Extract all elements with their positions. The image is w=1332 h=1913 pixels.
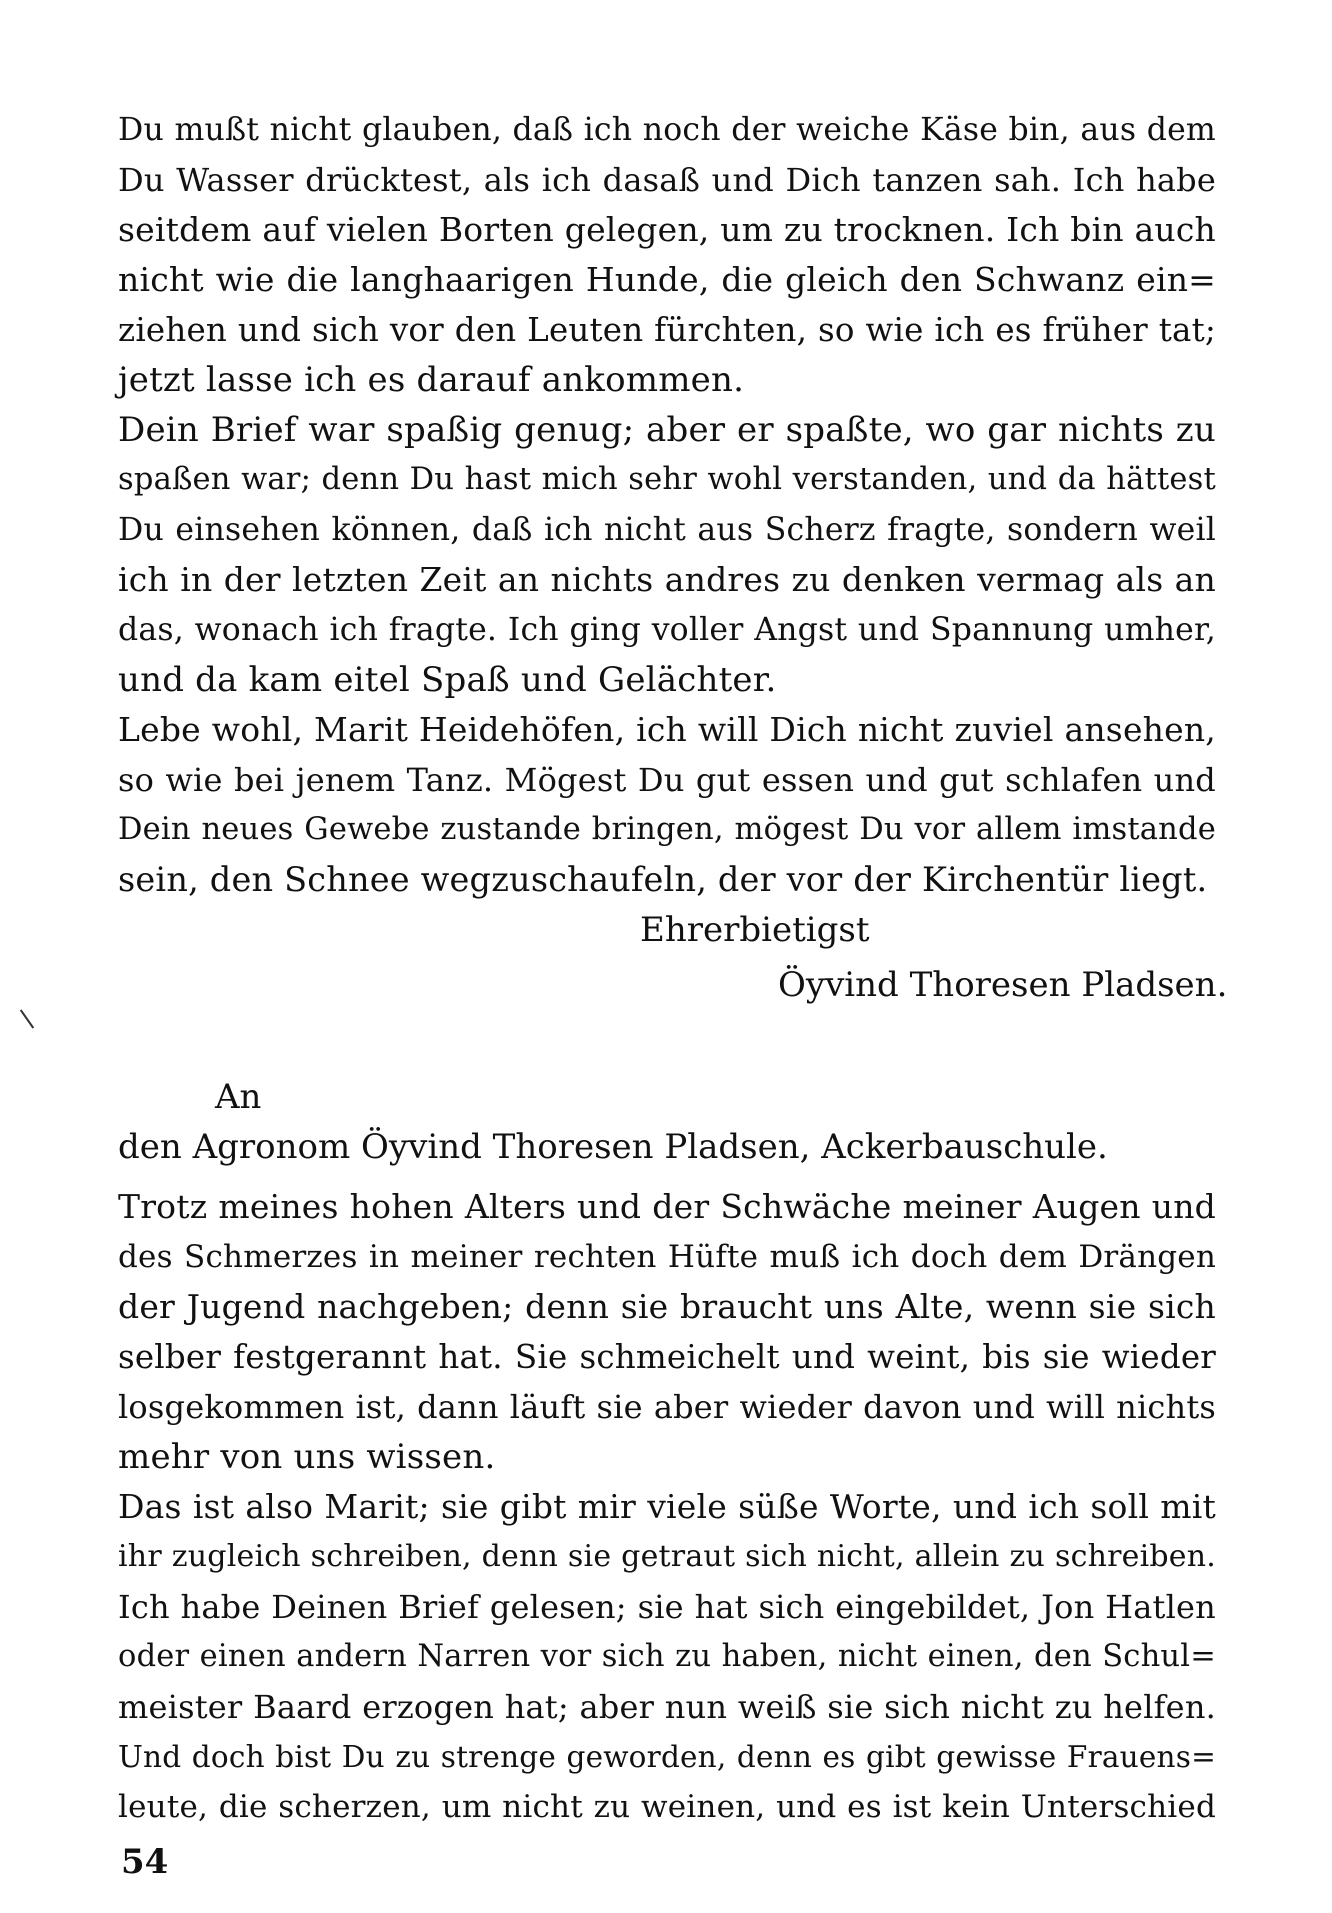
- text-line: der Jugend nachgeben; denn sie braucht uns Alte, wenn sie sich: [118, 1287, 1216, 1326]
- text-line: ihr zugleich schreiben, denn sie getraut sich nicht, allein zu schreiben.: [118, 1539, 1216, 1574]
- text-line: nicht wie die langhaarigen Hunde, die gleich den Schwanz ein=: [118, 260, 1216, 299]
- text-line: Dein neues Gewebe zustande bringen, mögest Du vor allem imstande: [118, 812, 1216, 847]
- letter-signature: Öyvind Thoresen Pladsen.: [778, 965, 1228, 1005]
- text-line: meister Baard erzogen hat; aber nun weiß sie sich nicht zu helfen.: [118, 1688, 1216, 1726]
- text-line: Du Wasser drücktest, als ich dasaß und Dich tanzen sah. Ich habe: [118, 161, 1216, 199]
- text-line: Du mußt nicht glauben, daß ich noch der weiche Käse bin, aus dem: [118, 112, 1216, 148]
- text-line: Das ist also Marit; sie gibt mir viele süße Worte, und ich soll mit: [118, 1487, 1216, 1526]
- letter-1-body: [118, 105, 1216, 905]
- letter-2-body: [118, 1182, 1216, 1832]
- text-line: jetzt lasse ich es darauf ankommen.: [118, 360, 745, 400]
- text-line: Ich habe Deinen Brief gelesen; sie hat sich eingebildet, Jon Hatlen: [118, 1588, 1216, 1626]
- text-line: Dein Brief war spaßig genug; aber er spaßte, wo gar nichts zu: [118, 410, 1216, 450]
- text-line: und da kam eitel Spaß und Gelächter.: [118, 660, 777, 700]
- text-line: seitdem auf vielen Borten gelegen, um zu trocknen. Ich bin auch: [118, 210, 1216, 249]
- text-line: sein, den Schnee wegzuschaufeln, der vor der Kirchentür liegt.: [118, 860, 1208, 899]
- address-recipient: den Agronom Öyvind Thoresen Pladsen, Ackerbauschule.: [118, 1127, 1108, 1167]
- text-line: spaßen war; denn Du hast mich sehr wohl verstanden, und da hättest: [118, 462, 1216, 497]
- text-line: ziehen und sich vor den Leuten fürchten, so wie ich es früher tat;: [118, 311, 1216, 349]
- text-line: Du einsehen können, daß ich nicht aus Scherz fragte, sondern weil: [118, 512, 1216, 548]
- text-line: leute, die scherzen, um nicht zu weinen, und es ist kein Unterschied: [118, 1789, 1216, 1825]
- text-line: mehr von uns wissen.: [118, 1437, 496, 1477]
- text-line: Trotz meines hohen Alters und der Schwäche meiner Augen und: [118, 1187, 1216, 1226]
- text-line: Und doch bist Du zu strenge geworden, denn es gibt gewisse Frauens=: [118, 1740, 1216, 1774]
- page-number: 54: [121, 1842, 169, 1882]
- text-line: das, wonach ich fragte. Ich ging voller Angst und Spannung umher,: [118, 612, 1216, 648]
- letter-closing: Ehrerbietigst: [640, 910, 870, 950]
- text-line: ich in der letzten Zeit an nichts andres zu denken vermag als an: [118, 560, 1216, 599]
- text-line: Lebe wohl, Marit Heidehöfen, ich will Dich nicht zuviel ansehen,: [118, 710, 1216, 749]
- address-salutation: An: [215, 1077, 262, 1117]
- text-line: so wie bei jenem Tanz. Mögest Du gut essen und gut schlafen und: [118, 761, 1216, 799]
- text-line: selber festgerannt hat. Sie schmeichelt und weint, bis sie wieder: [118, 1338, 1216, 1376]
- text-line: losgekommen ist, dann läuft sie aber wieder davon und will nichts: [118, 1388, 1216, 1426]
- text-line: des Schmerzes in meiner rechten Hüfte muß ich doch dem Drängen: [118, 1239, 1216, 1275]
- text-line: oder einen andern Narren vor sich zu haben, nicht einen, den Schul=: [118, 1639, 1216, 1674]
- stray-ink-mark: [20, 1009, 34, 1028]
